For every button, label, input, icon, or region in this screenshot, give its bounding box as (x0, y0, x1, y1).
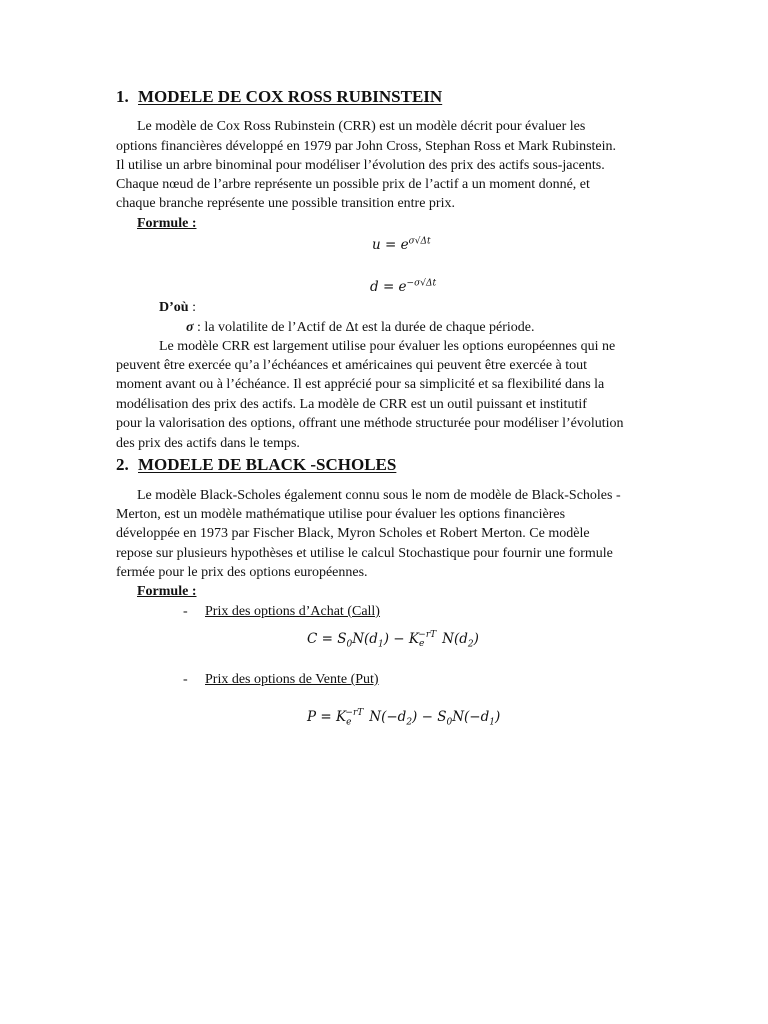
call-formula (307, 630, 479, 649)
sigma-symbol: σ (186, 320, 194, 335)
formula-u-text: $u = e^{\sigma√\Delta t}$ (372, 236, 431, 253)
s2-para-line: développée en 1973 par Fischer Black, Myron Scholes et Robert Merton. Ce modèle (116, 526, 590, 541)
section-2-number: 2. (116, 455, 129, 474)
call-label: Prix des options d’Achat (Call) (205, 604, 380, 619)
put-label: Prix des options de Vente (Put) (205, 672, 379, 687)
sigma-line (186, 318, 535, 337)
bullet-dash: - (183, 672, 188, 687)
dou-label: D’où (159, 300, 189, 315)
dou-colon: : (188, 300, 196, 315)
sigma-definition: : la volatilite de l’Actif de Δt est la durée de chaque période. (193, 320, 535, 335)
call-label-line (183, 602, 380, 621)
s1-formula-label (137, 214, 196, 233)
s1-para2-line: pour la valorisation des options, offrant une méthode structurée pour modéliser l’évolution (116, 416, 624, 431)
formula-d (370, 278, 436, 295)
put-label-line (183, 670, 379, 689)
s2-para-line: fermée pour le prix des options européennes. (116, 565, 368, 580)
dou-line (159, 298, 196, 317)
s1-para-line: chaque branche représente une possible transition entre prix. (116, 196, 455, 211)
formula-label-text: Formule : (137, 216, 197, 231)
s1-para2-line: Le modèle CRR est largement utilise pour évaluer les options européennes qui ne (159, 339, 616, 354)
s1-para-line: options financières développé en 1979 par John Cross, Stephan Ross et Mark Rubinstein. (116, 139, 617, 154)
formula-label-text: Formule : (137, 584, 197, 599)
section-1-number: 1. (116, 87, 129, 106)
s1-para2-line: des prix des actifs dans le temps. (116, 436, 300, 451)
bullet-dash: - (183, 604, 188, 619)
section-1-title: MODELE DE COX ROSS RUBINSTEIN (138, 87, 443, 106)
s1-para2-line: peuvent être exercée qu’a l’échéances et américaines qui peuvent être exercée à tout (116, 358, 588, 373)
s2-formula-label (137, 582, 196, 601)
s2-para-line: repose sur plusieurs hypothèses et utilise le calcul Stochastique pour fournir une formule (116, 546, 613, 561)
call-formula-text: $C = S_0N(d_1) - K_e^{-rT}$ $N(d_2)$ (307, 630, 479, 650)
formula-u (372, 236, 431, 253)
s1-para-line: Chaque nœud de l’arbre représente un possible prix de l’actif a un moment donné, et (116, 177, 590, 192)
put-formula (307, 708, 500, 727)
s1-para-line: Il utilise un arbre binominal pour modéliser l’évolution des prix des actifs sous-jacents. (116, 158, 605, 173)
formula-d-text: $d = e^{-\sigma√\Delta t}$ (370, 278, 437, 295)
s2-para-line: Le modèle Black-Scholes également connu sous le nom de modèle de Black-Scholes - (137, 488, 621, 503)
s1-para-line: Le modèle de Cox Ross Rubinstein (CRR) est un modèle décrit pour évaluer les (137, 119, 586, 134)
s1-para2-line: modélisation des prix des actifs. La modèle de CRR est un outil puissant et institutif (116, 397, 587, 412)
section-2-title: MODELE DE BLACK -SCHOLES (138, 455, 397, 474)
section-1-heading (116, 87, 442, 107)
s1-para2-line: moment avant ou à l’échéance. Il est apprécié pour sa simplicité et sa flexibilité dans la (116, 377, 605, 392)
s2-para-line: Merton, est un modèle mathématique utilise pour évaluer les options financières (116, 507, 566, 522)
put-formula-text: $P = K_e^{-rT}$ $N(-d_2) - S_0N(-d_1)$ (307, 708, 501, 728)
section-2-heading (116, 455, 396, 475)
